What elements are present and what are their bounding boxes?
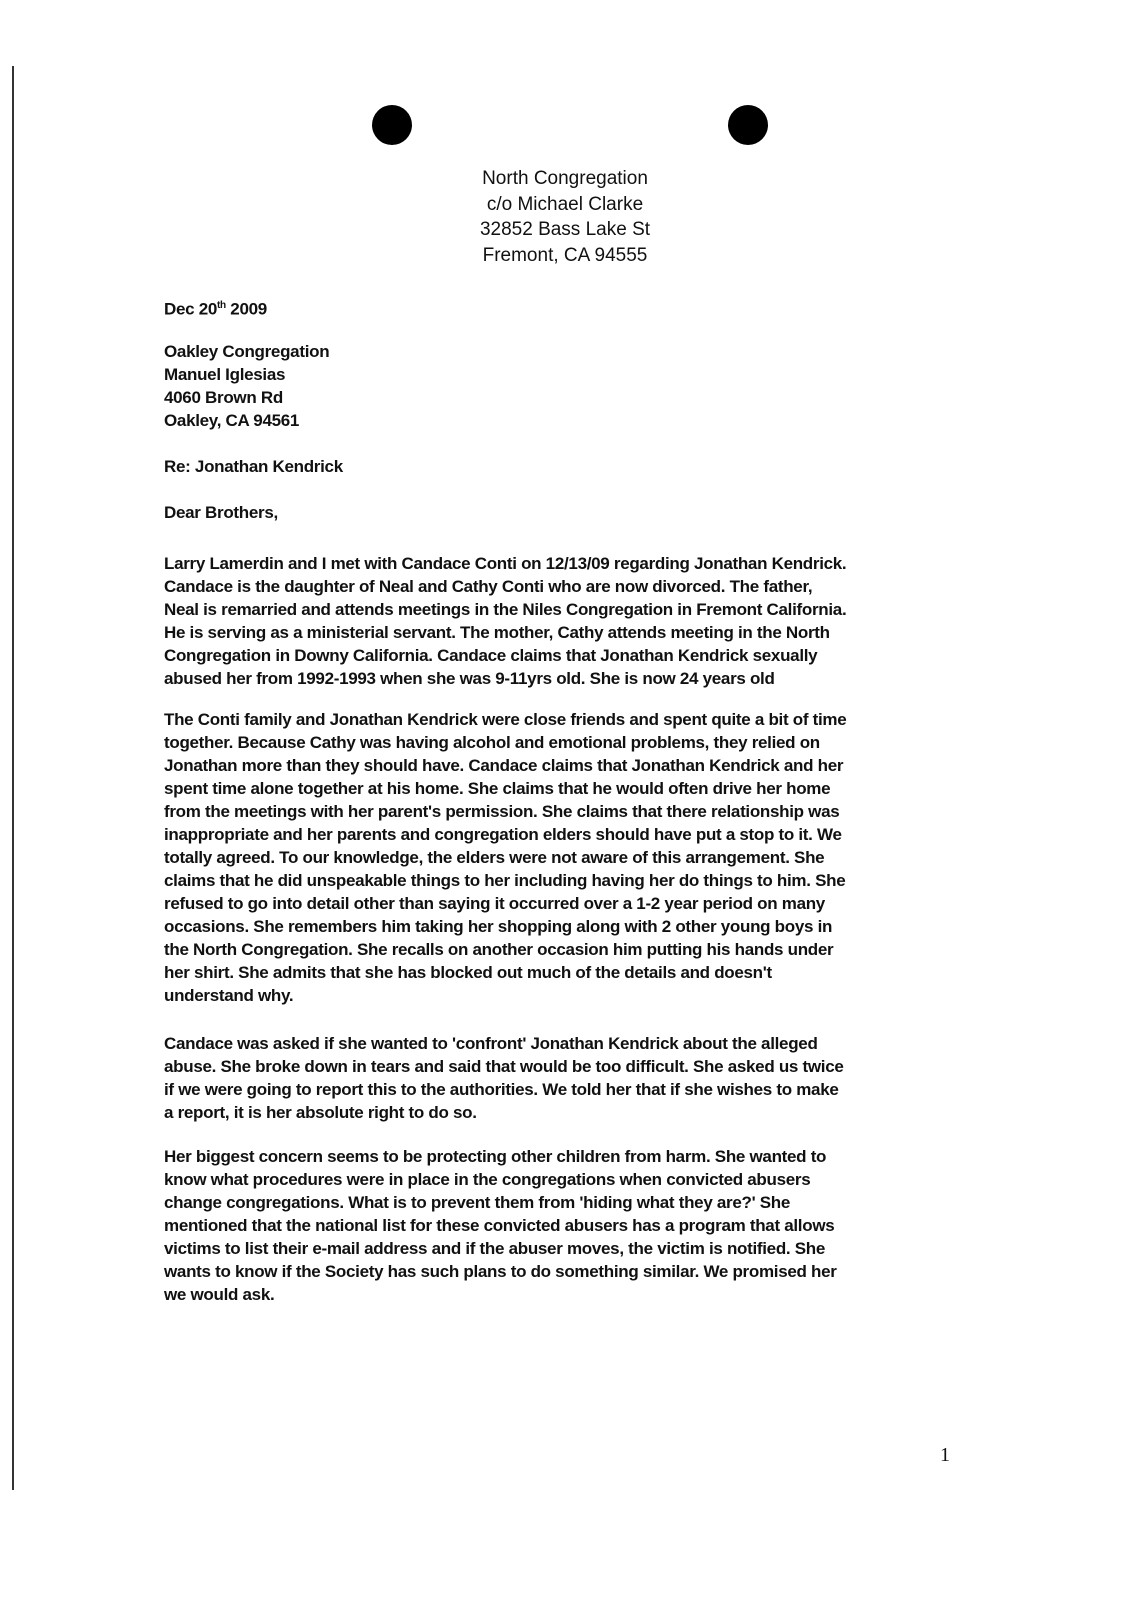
- body-paragraph: [164, 1145, 837, 1306]
- sender-line: 32852 Bass Lake St: [479, 219, 651, 240]
- paragraph-line: know what procedures were in place in the congregations when convicted abusers: [164, 1170, 811, 1189]
- letter-date: [164, 294, 267, 321]
- body-paragraph: [164, 708, 846, 1007]
- paragraph-line: Larry Lamerdin and I met with Candace Conti on 12/13/09 regarding Jonathan Kendrick.: [164, 554, 847, 573]
- paragraph-line: victims to list their e-mail address and if the abuser moves, the victim is notified. She: [164, 1239, 826, 1258]
- salutation: Dear Brothers,: [164, 503, 278, 522]
- subject-line: Re: Jonathan Kendrick: [164, 457, 343, 476]
- paragraph-line: Congregation in Downy California. Candace claims that Jonathan Kendrick sexually: [164, 646, 818, 665]
- paragraph-line: understand why.: [164, 986, 294, 1005]
- paragraph-line: together. Because Cathy was having alcohol and emotional problems, they relied on: [164, 733, 820, 752]
- paragraph-line: her shirt. She admits that she has blocked out much of the details and doesn't: [164, 963, 772, 982]
- paragraph-line: Neal is remarried and attends meetings in the Niles Congregation in Fremont California.: [164, 600, 847, 619]
- recipient-address: [164, 340, 329, 432]
- paragraph-line: from the meetings with her parent's permission. She claims that there relationship was: [164, 802, 840, 821]
- paragraph-line: Candace is the daughter of Neal and Cathy Conti who are now divorced. The father,: [164, 577, 813, 596]
- date-day: Dec 20: [164, 299, 218, 319]
- paragraph-line: Candace was asked if she wanted to 'confront' Jonathan Kendrick about the alleged: [164, 1034, 818, 1053]
- paragraph-line: Jonathan more than they should have. Candace claims that Jonathan Kendrick and her: [164, 756, 844, 775]
- paragraph-line: claims that he did unspeakable things to her including having her do things to him. She: [164, 871, 846, 890]
- paragraph-line: mentioned that the national list for these convicted abusers has a program that allows: [164, 1216, 835, 1235]
- punch-hole-icon: [728, 105, 768, 145]
- paragraph-line: the North Congregation. She recalls on another occasion him putting his hands under: [164, 940, 834, 959]
- sender-line: Fremont, CA 94555: [482, 244, 648, 266]
- paragraph-line: abuse. She broke down in tears and said that would be too difficult. She asked us twice: [164, 1057, 844, 1076]
- sender-address: [440, 166, 690, 268]
- date-year: 2009: [225, 299, 267, 319]
- paragraph-line: abused her from 1992-1993 when she was 9-11yrs old. She is now 24 years old: [164, 669, 775, 688]
- recipient-line: Manuel Iglesias: [164, 365, 286, 384]
- body-paragraph: [164, 1032, 844, 1124]
- body-paragraph: [164, 552, 846, 690]
- paragraph-line: we would ask.: [164, 1285, 275, 1304]
- paragraph-line: refused to go into detail other than saying it occurred over a 1-2 year period on many: [164, 894, 825, 913]
- paragraph-line: totally agreed. To our knowledge, the elders were not aware of this arrangement. She: [164, 848, 825, 867]
- page-number: 1: [940, 1444, 950, 1466]
- paragraph-line: spent time alone together at his home. She claims that he would often drive her home: [164, 779, 831, 798]
- recipient-line: 4060 Brown Rd: [164, 388, 283, 407]
- sender-line: c/o Michael Clarke: [486, 193, 644, 215]
- date-suffix: th: [217, 300, 226, 311]
- paragraph-line: a report, it is her absolute right to do so.: [164, 1103, 477, 1122]
- paragraph-line: The Conti family and Jonathan Kendrick were close friends and spent quite a bit of time: [164, 710, 847, 729]
- paragraph-line: inappropriate and her parents and congregation elders should have put a stop to it. We: [164, 825, 842, 844]
- paragraph-line: occasions. She remembers him taking her shopping along with 2 other young boys in: [164, 917, 833, 936]
- recipient-line: Oakley Congregation: [164, 342, 330, 361]
- punch-hole-icon: [372, 105, 412, 145]
- recipient-line: Oakley, CA 94561: [164, 411, 300, 430]
- paragraph-line: if we were going to report this to the authorities. We told her that if she wishes to make: [164, 1080, 839, 1099]
- paragraph-line: He is serving as a ministerial servant. The mother, Cathy attends meeting in the North: [164, 623, 830, 642]
- sender-line: North Congregation: [482, 168, 648, 189]
- paragraph-line: wants to know if the Society has such plans to do something similar. We promised her: [164, 1262, 837, 1281]
- scan-edge-line: [12, 66, 14, 1490]
- paragraph-line: Her biggest concern seems to be protecting other children from harm. She wanted to: [164, 1147, 827, 1166]
- paragraph-line: change congregations. What is to prevent them from 'hiding what they are?' She: [164, 1193, 791, 1212]
